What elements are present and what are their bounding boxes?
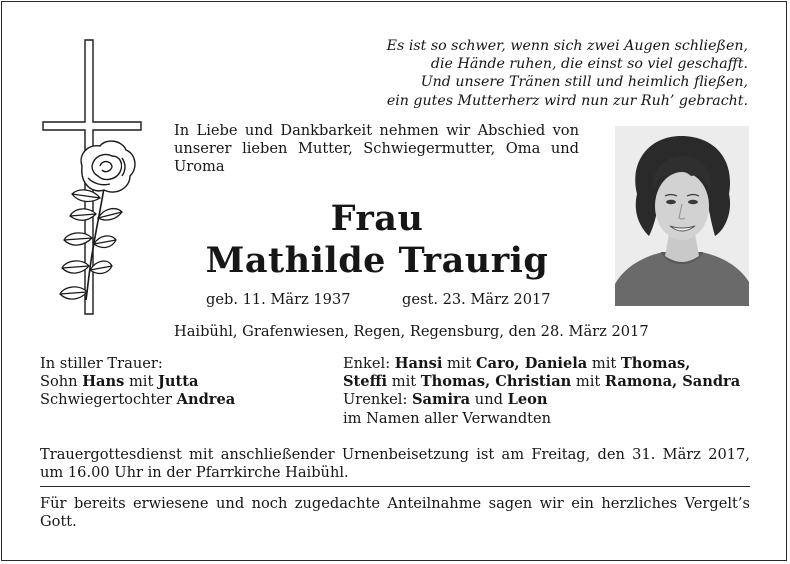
mourner-name: Jutta	[157, 373, 199, 391]
mourner-line	[343, 373, 740, 391]
cross-with-rose-icon	[42, 38, 142, 316]
mourner-name: Hansi	[394, 355, 443, 372]
mourner-name: Ramona, Sandra	[604, 373, 741, 391]
poem-line: Und unsere Tränen still und heimlich fließen,	[420, 74, 748, 91]
deceased-name: Mathilde Traurig	[205, 240, 549, 281]
mourner-name: Thomas,	[620, 355, 691, 372]
mourner-text: mit	[442, 355, 477, 372]
mourner-text: mit	[124, 373, 158, 391]
name-block	[162, 198, 592, 282]
mourner-line: im Namen aller Verwandten	[343, 409, 552, 427]
mourner-text: mit	[387, 373, 421, 391]
mourner-name: Steffi	[343, 373, 388, 391]
intro-text: In Liebe und Dankbarkeit nehmen wir Abschied von unserer lieben Mutter, Schwiegermutter, Oma und Uroma	[174, 122, 579, 176]
mourner-text: Schwiegertochter	[40, 391, 177, 409]
portrait-photo	[615, 126, 749, 306]
mourner-line	[40, 391, 235, 409]
poem-line: die Hände ruhen, die einst so viel geschafft.	[430, 56, 748, 73]
mourner-name: Hans	[82, 373, 125, 391]
poem	[387, 37, 748, 110]
salutation: Frau	[330, 198, 424, 239]
mourner-text: Enkel:	[343, 355, 395, 372]
mourner-text: Sohn	[40, 373, 83, 391]
mourner-name: Samira	[412, 391, 471, 409]
mourner-text: und	[470, 391, 508, 409]
mourner-name: Leon	[507, 391, 548, 409]
birth-date: geb. 11. März 1937	[206, 291, 351, 308]
obituary-card	[1, 1, 787, 561]
mourner-line	[343, 355, 740, 373]
mourner-name: Andrea	[176, 391, 236, 409]
mourner-text: mit	[587, 355, 621, 372]
mourner-name: Thomas, Christian	[420, 373, 572, 391]
funeral-service-info: Trauergottesdienst mit anschließender Urnenbeisetzung ist am Freitag, den 31. März 2017, um 16.00 Uhr in der Pfarrkirche Haibühl.	[40, 446, 750, 482]
mourner-text: mit	[571, 373, 605, 391]
thanks-text: Für bereits erwiesene und noch zugedachte Anteilnahme sagen wir ein herzliches Vergelt’s Gott.	[40, 495, 750, 531]
mourners-heading: In stiller Trauer:	[40, 355, 163, 372]
death-date: gest. 23. März 2017	[402, 291, 551, 308]
mourners-right	[343, 355, 740, 428]
poem-line: Es ist so schwer, wenn sich zwei Augen schließen,	[386, 38, 748, 54]
place-and-date: Haibühl, Grafenwiesen, Regen, Regensburg, den 28. März 2017	[174, 323, 649, 340]
mourners-left	[40, 355, 235, 410]
mourner-line	[343, 391, 740, 409]
mourner-text: Urenkel:	[343, 391, 413, 409]
mourner-line	[40, 373, 235, 391]
divider	[40, 486, 750, 487]
poem-line: ein gutes Mutterherz wird nun zur Ruh’ gebracht.	[386, 92, 748, 109]
mourner-name: Caro, Daniela	[476, 355, 588, 372]
